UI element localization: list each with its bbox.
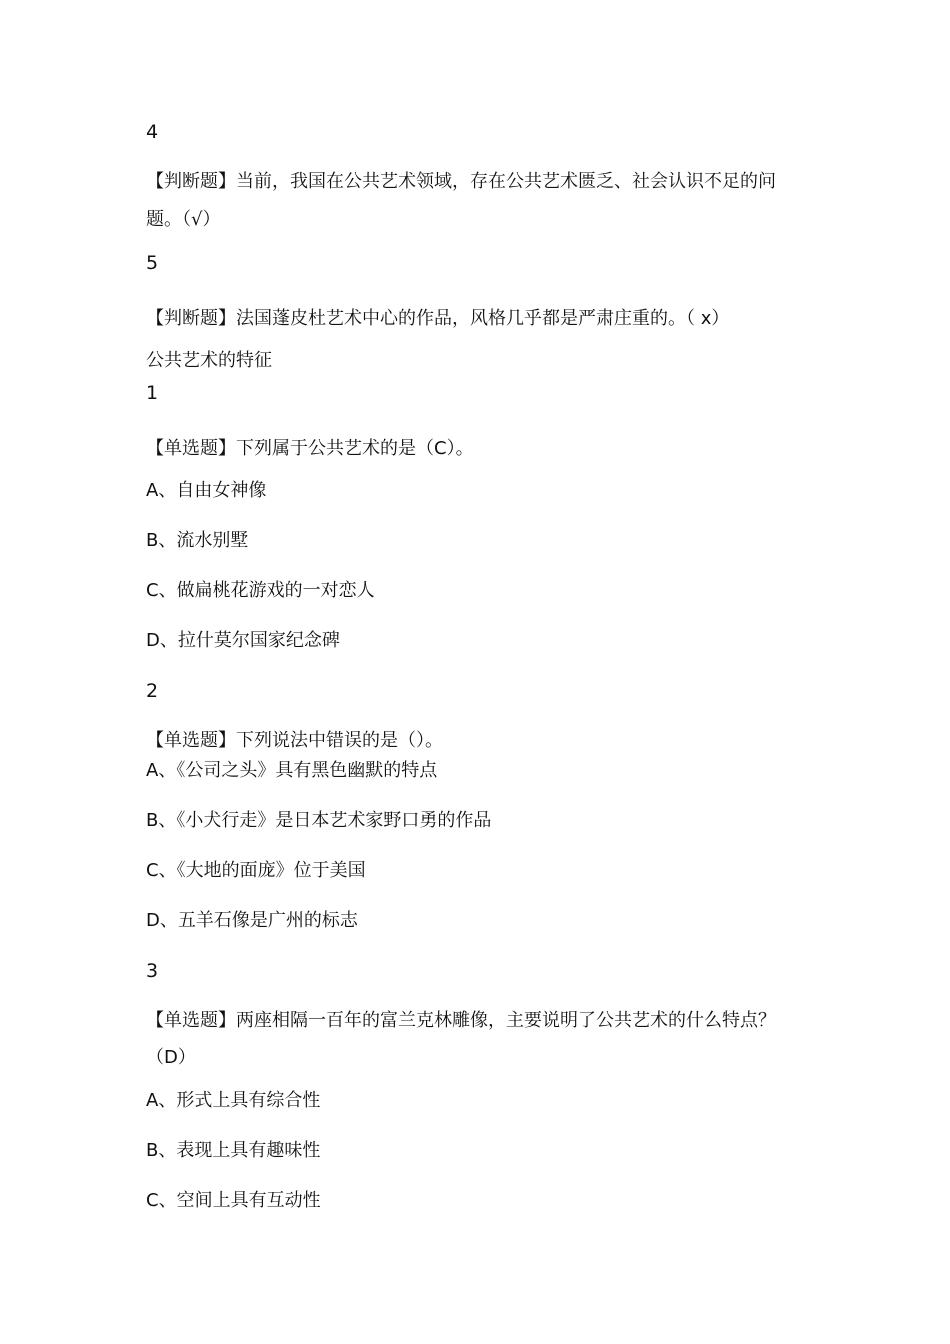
question-number: 3 — [146, 960, 159, 982]
question-text: 【判断题】法国蓬皮杜艺术中心的作品，风格几乎都是严肃庄重的。（ x） — [146, 308, 730, 329]
answer-option: C、《大地的面庞》位于美国 — [146, 860, 366, 881]
answer-option: D、五羊石像是广州的标志 — [146, 910, 358, 931]
answer-option: A、自由女神像 — [146, 480, 267, 501]
question-number: 5 — [146, 252, 159, 274]
question-text: 【单选题】下列说法中错误的是（）。 — [146, 730, 443, 751]
question-text: 【单选题】两座相隔一百年的富兰克林雕像，主要说明了公共艺术的什么特点？ — [146, 1010, 776, 1031]
answer-option: B、《小犬行走》是日本艺术家野口勇的作品 — [146, 810, 492, 831]
section-title: 公共艺术的特征 — [146, 350, 272, 371]
answer-option: B、表现上具有趣味性 — [146, 1140, 321, 1161]
answer-option: D、拉什莫尔国家纪念碑 — [146, 630, 340, 651]
question-text: 【判断题】当前，我国在公共艺术领域，存在公共艺术匮乏、社会认识不足的问 — [146, 171, 776, 192]
answer-option: C、空间上具有互动性 — [146, 1190, 321, 1211]
answer-option: C、做扁桃花游戏的一对恋人 — [146, 580, 375, 601]
question-text: 题。（√） — [146, 209, 221, 230]
answer-option: B、流水别墅 — [146, 530, 249, 551]
question-text: 【单选题】下列属于公共艺术的是（C）。 — [146, 438, 474, 459]
question-number: 1 — [146, 382, 159, 404]
question-text: （D） — [146, 1047, 196, 1068]
question-number: 4 — [146, 121, 159, 143]
answer-option: A、《公司之头》具有黑色幽默的特点 — [146, 760, 438, 781]
answer-option: A、形式上具有综合性 — [146, 1090, 321, 1111]
question-number: 2 — [146, 680, 159, 702]
